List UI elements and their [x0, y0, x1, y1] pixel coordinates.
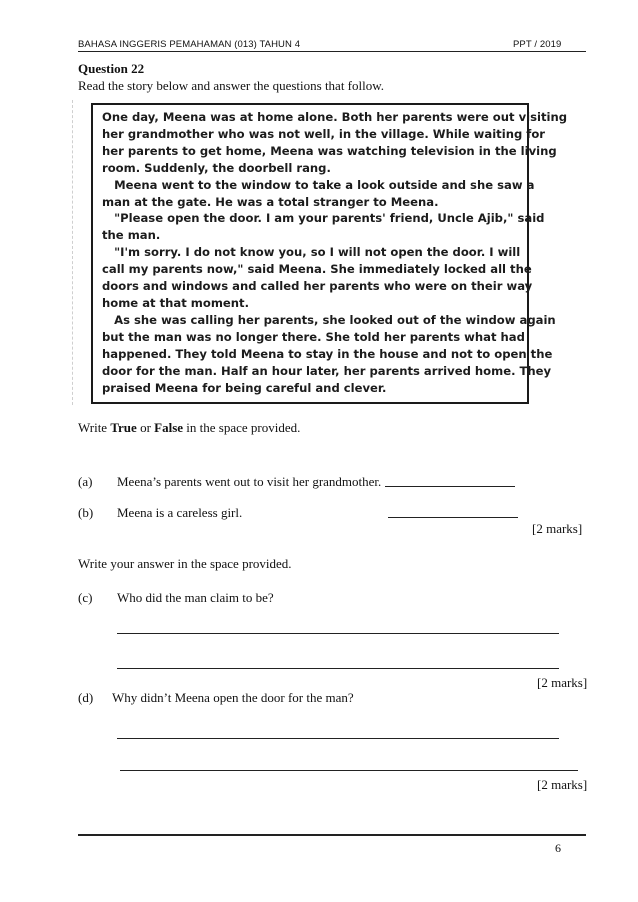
- story-line: man at the gate. He was a total stranger to Meena.: [102, 194, 439, 209]
- story-box: [91, 103, 568, 404]
- item-c-text: Who did the man claim to be?: [117, 590, 274, 605]
- marks-d: [2 marks]: [537, 777, 588, 792]
- story-line: but the man was no longer there. She told her parents what had: [102, 329, 525, 344]
- story-line: "Please open the door. I am your parents' friend, Uncle Ajib," said: [102, 211, 545, 226]
- answer-c-line-2[interactable]: [117, 668, 559, 669]
- header-code: PPT / 2019: [513, 39, 562, 50]
- footer-rule: [78, 834, 586, 836]
- question-instruction: Read the story below and answer the questions that follow.: [78, 78, 385, 93]
- story-line: Meena went to the window to take a look outside and she saw a: [102, 177, 535, 192]
- header-rule: [78, 51, 586, 52]
- answer-a-line[interactable]: [385, 486, 515, 487]
- marks-c: [2 marks]: [537, 675, 588, 690]
- item-d-text: Why didn’t Meena open the door for the man?: [112, 690, 354, 705]
- header-subject: BAHASA INGGERIS PEMAHAMAN (013) TAHUN 4: [78, 39, 301, 50]
- item-a-text: Meena’s parents went out to visit her grandmother.: [117, 474, 382, 489]
- question-title: Question 22: [78, 61, 145, 76]
- marks-ab: [2 marks]: [532, 521, 583, 536]
- answer-b-line[interactable]: [388, 517, 518, 518]
- answer-d-line-1[interactable]: [117, 738, 559, 739]
- story-line: her parents to get home, Meena was watching television in the living: [102, 143, 557, 158]
- story-line: her grandmother who was not well, in the village. While waiting for: [102, 126, 546, 141]
- story-line: praised Meena for being careful and clever.: [102, 380, 387, 395]
- answer-d-line-2[interactable]: [120, 770, 578, 771]
- story-line: "I'm sorry. I do not know you, so I will not open the door. I will: [102, 245, 521, 260]
- story-line: call my parents now," said Meena. She immediately locked all the: [102, 262, 532, 277]
- story-line: door for the man. Half an hour later, her parents arrived home. They: [102, 363, 552, 378]
- written-answer-instruction: Write your answer in the space provided.: [78, 556, 292, 571]
- item-c-label: (c): [78, 590, 93, 605]
- item-a-label: (a): [78, 474, 93, 489]
- story-line: happened. They told Meena to stay in the house and not to open the: [102, 346, 553, 361]
- story-line: room. Suddenly, the doorbell rang.: [102, 160, 331, 175]
- story-line: home at that moment.: [102, 295, 249, 310]
- story-line: doors and windows and called her parents who were on their way: [102, 279, 533, 294]
- page-number: 6: [555, 841, 561, 855]
- story-line: One day, Meena was at home alone. Both her parents were out visiting: [102, 110, 568, 124]
- item-b-label: (b): [78, 505, 94, 520]
- true-false-instruction: Write True or False in the space provided.: [78, 420, 301, 435]
- item-b-text: Meena is a careless girl.: [117, 505, 243, 520]
- story-line: the man.: [102, 228, 161, 243]
- story-line: As she was calling her parents, she looked out of the window again: [102, 312, 556, 327]
- item-d-label: (d): [78, 690, 94, 705]
- answer-c-line-1[interactable]: [117, 633, 559, 634]
- scan-margin-marks: [72, 100, 79, 405]
